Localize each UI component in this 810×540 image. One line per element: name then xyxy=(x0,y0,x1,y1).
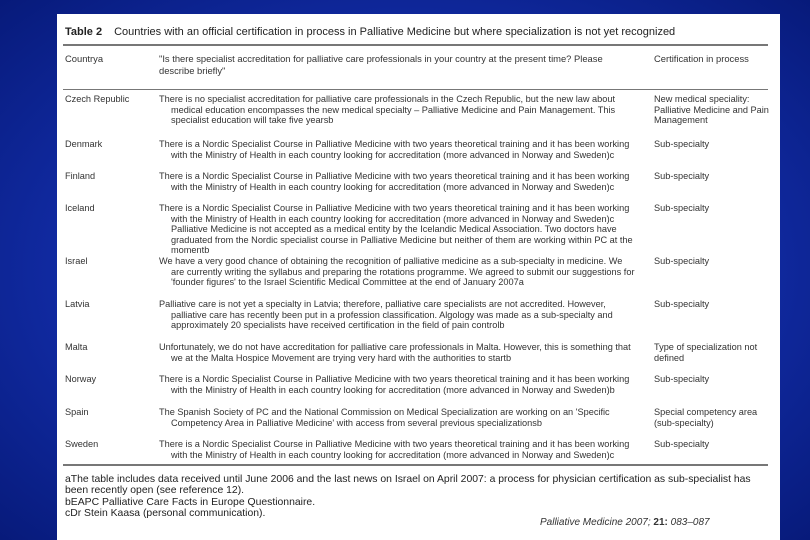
certification-cell: Sub-specialty xyxy=(654,171,710,181)
certification-cell: Sub-specialty xyxy=(654,139,710,149)
country-cell: Denmark xyxy=(65,139,103,149)
country-cell: Finland xyxy=(65,171,96,181)
country-cell: Malta xyxy=(65,342,88,352)
answer-cell: There is a Nordic Specialist Course in Palliative Medicine with two years theoretical training and it has been working with the Ministry of Health in each country looking for accreditation (more advanced in Norway and Sweden)b xyxy=(159,374,630,395)
answer-cell: There is a Nordic Specialist Course in Palliative Medicine with two years theoretical training and it has been working with the Ministry of Health in each country looking for accreditation (more advanced in Norway and Sweden)c xyxy=(159,171,630,192)
table-title xyxy=(65,26,777,38)
country-cell: Czech Republic xyxy=(65,94,130,104)
top-rule xyxy=(63,44,768,46)
table-label: Table 2 xyxy=(65,26,103,38)
citation-volume: 21: xyxy=(653,517,668,528)
answer-cell: We have a very good chance of obtaining the recognition of palliative medicine as a sub-specialty in medicine. We are currently writing the syllabus and preparing the rotations programme. We agreed to submit our suggestions for 'founder figures' to the Israel Scientific Medical Committee at the end of January 2007a xyxy=(159,256,635,288)
footnote: bEAPC Palliative Care Facts in Europe Questionnaire. xyxy=(65,496,316,508)
answer-cell: The Spanish Society of PC and the National Commission on Medical Specialization are working on an 'Specific Competency Area in Palliative Medicine' with access from several previous specializationsb xyxy=(159,407,610,428)
document-page xyxy=(57,14,780,540)
country-cell: Spain xyxy=(65,407,89,417)
footnote: aThe table includes data received until June 2006 and the last news on Israel on April 2007: a process for physician certification as sub-specialist has been recently open (see reference 12). xyxy=(65,474,751,497)
country-cell: Sweden xyxy=(65,439,99,449)
certification-cell: Type of specialization not defined xyxy=(654,342,758,363)
header-certification: Certification in process xyxy=(654,53,749,64)
certification-cell: Sub-specialty xyxy=(654,203,710,213)
header-question: "Is there specialist accreditation for palliative care professionals in your country at the present time? Please describe briefly" xyxy=(159,53,603,76)
header-rule xyxy=(63,89,768,90)
header-country: Countrya xyxy=(65,53,104,64)
answer-cell: Palliative care is not yet a specialty in Latvia; therefore, palliative care specialists are not accredited. However, palliative care has recently been put in a profession classification. Algology was made as a sub-specialty and approximately 20 specialists have received certification in the field of pain controlb xyxy=(159,299,613,331)
answer-cell: There is a Nordic Specialist Course in Palliative Medicine with two years theoretical training and it has been working with the Ministry of Health in each country looking for accreditation (more advanced in Norway and Sweden)c xyxy=(159,139,630,160)
citation xyxy=(535,502,769,540)
certification-cell: Special competency area (sub-specialty) xyxy=(654,407,758,428)
certification-cell: New medical speciality: Palliative Medicine and Pain Management xyxy=(654,94,769,126)
country-cell: Norway xyxy=(65,374,97,384)
certification-cell: Sub-specialty xyxy=(654,256,710,266)
citation-pages: 083–087 xyxy=(670,517,710,528)
table-caption: Countries with an official certification in process in Palliative Medicine but where specialization is not yet recognized xyxy=(114,26,676,38)
country-cell: Latvia xyxy=(65,299,90,309)
answer-cell: There is a Nordic Specialist Course in Palliative Medicine with two years theoretical training and it has been working with the Ministry of Health in each country looking for accreditation (more advanced in Norway and Sweden)c xyxy=(159,439,630,460)
citation-journal: Palliative Medicine 2007; xyxy=(540,517,651,528)
footnote: cDr Stein Kaasa (personal communication). xyxy=(65,508,266,520)
certification-cell: Sub-specialty xyxy=(654,439,710,449)
answer-cell: There is no specialist accreditation for palliative care professionals in the Czech Republic, but the new law about medical education encompasses the new medical specialty – Palliative Medicine and Pain Management. This specialist education will take five yearsb xyxy=(159,94,616,126)
country-cell: Israel xyxy=(65,256,88,266)
certification-cell: Sub-specialty xyxy=(654,374,710,384)
certification-cell: Sub-specialty xyxy=(654,299,710,309)
country-cell: Iceland xyxy=(65,203,95,213)
answer-cell: There is a Nordic Specialist Course in Palliative Medicine with two years theoretical training and it has been working with the Ministry of Health in each country looking for accreditation (more advanced in Norway and Sweden)c Palliative Medicine is not accepted as a medical entity by the Icelandic Medical Association. Two doctors have graduated from the Nordic specialist course in Palliative Medicine but neither of them are working within PC at the momentb xyxy=(159,203,633,256)
answer-cell: Unfortunately, we do not have accreditation for palliative care professionals in Malta. However, this is something that we at the Malta Hospice Movement are trying very hard with the authorities to startb xyxy=(159,342,631,363)
bottom-rule xyxy=(63,464,768,466)
